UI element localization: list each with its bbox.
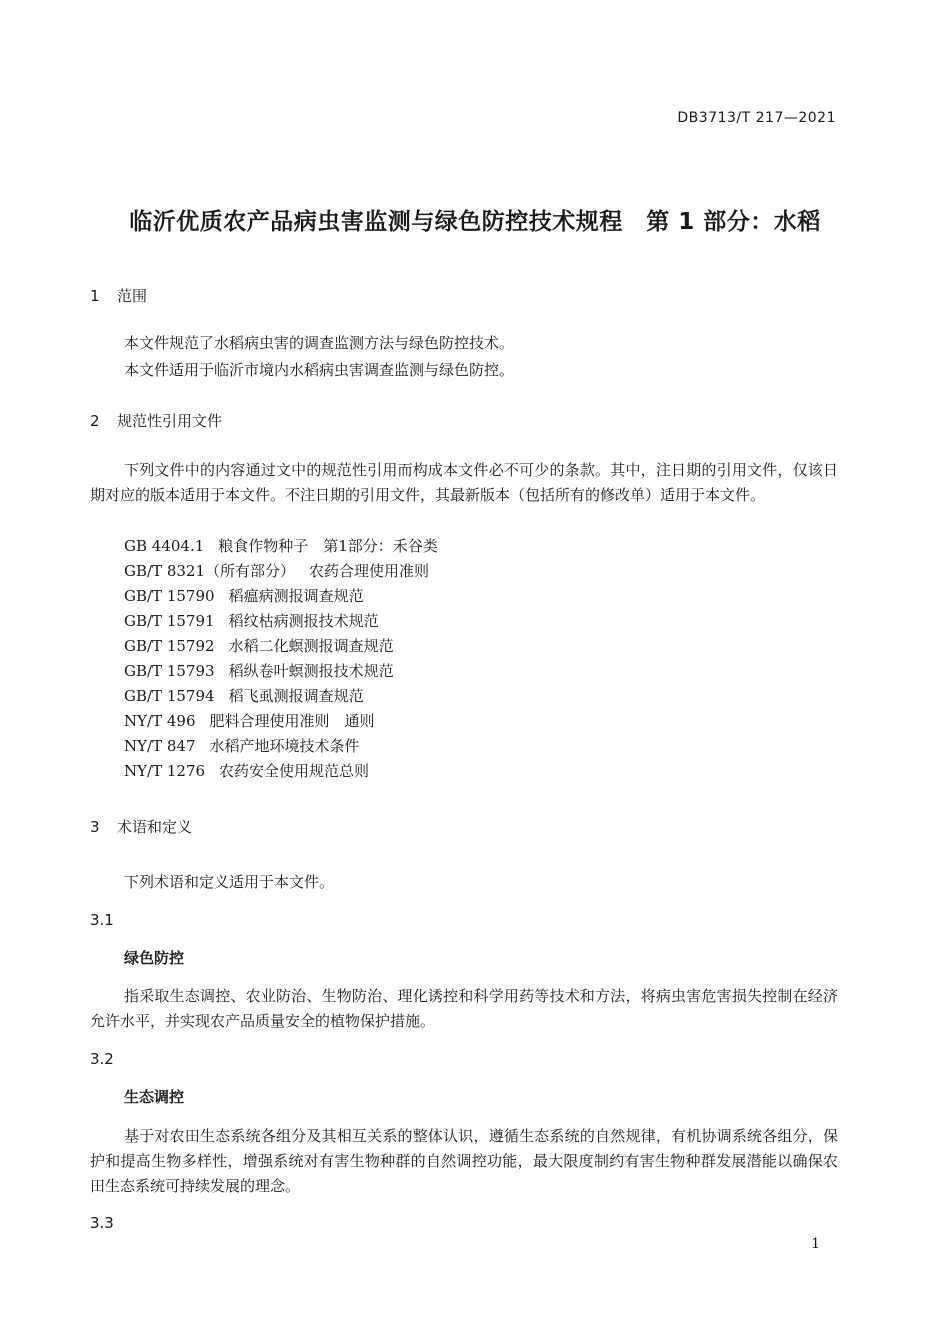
section-1-heading — [90, 285, 147, 306]
section-number: 2 — [90, 412, 100, 430]
reference-item — [124, 710, 375, 731]
reference-name: 水稻产地环境技术条件 — [209, 737, 360, 755]
paragraph: 本文件适用于临沂市境内水稻病虫害调查监测与绿色防控。 — [124, 361, 515, 379]
term-number: 3.3 — [90, 1214, 114, 1232]
reference-name: 农药合理使用准则 — [309, 562, 430, 580]
term-number: 3.1 — [90, 911, 114, 929]
reference-code: NY/T 496 — [124, 712, 196, 730]
reference-code: GB/T 15794 — [124, 687, 215, 705]
reference-item — [124, 635, 394, 656]
reference-name: 稻纵卷叶螟测报技术规范 — [228, 662, 394, 680]
reference-name: 水稻二化螟测报调查规范 — [228, 637, 394, 655]
reference-item — [124, 610, 379, 631]
reference-code: NY/T 1276 — [124, 762, 206, 780]
reference-name: 农药安全使用规范总则 — [219, 762, 370, 780]
page-number: 1 — [811, 1236, 820, 1252]
section-title: 范围 — [117, 287, 148, 305]
reference-code: GB 4404.1 — [124, 537, 205, 555]
paragraph: 下列文件中的内容通过文中的规范性引用而构成本文件必不可少的条款。其中，注日期的引用文件，仅该日期对应的版本适用于本文件。不注日期的引用文件，其最新版本（包括所有的修改单）适用于本文件。 — [90, 461, 838, 504]
section-3-heading — [90, 816, 192, 837]
term-title: 绿色防控 — [124, 949, 185, 967]
term-number: 3.2 — [90, 1050, 114, 1068]
reference-item — [124, 560, 429, 581]
reference-code: GB/T 15790 — [124, 587, 215, 605]
term-definition: 基于对农田生态系统各组分及其相互关系的整体认识，遵循生态系统的自然规律，有机协调系统各组分，保护和提高生物多样性，增强系统对有害生物种群的自然调控功能，最大限度制约有害生物种群发展潜能以确保农田生态系统可持续发展的理念。 — [90, 1127, 838, 1195]
term-definition: 指采取生态调控、农业防治、生物防治、理化诱控和科学用药等技术和方法，将病虫害危害损失控制在经济允许水平，并实现农产品质量安全的植物保护措施。 — [90, 987, 838, 1030]
reference-item — [124, 535, 438, 556]
paragraph: 本文件规范了水稻病虫害的调查监测方法与绿色防控技术。 — [124, 334, 515, 352]
reference-name: 稻纹枯病测报技术规范 — [228, 612, 379, 630]
reference-code: GB/T 15791 — [124, 612, 215, 630]
term-title: 生态调控 — [124, 1088, 185, 1106]
document-number: DB3713/T 217—2021 — [677, 110, 836, 126]
reference-name: 稻瘟病测报调查规范 — [228, 587, 364, 605]
section-title: 术语和定义 — [117, 818, 193, 836]
reference-item — [124, 585, 364, 606]
reference-item — [124, 685, 364, 706]
reference-item — [124, 660, 394, 681]
reference-item — [124, 735, 360, 756]
reference-code: NY/T 847 — [124, 737, 196, 755]
paragraph: 下列术语和定义适用于本文件。 — [124, 873, 335, 891]
section-number: 1 — [90, 287, 100, 305]
reference-code: GB/T 15792 — [124, 637, 215, 655]
reference-code: GB/T 8321（所有部分） — [124, 562, 296, 580]
document-title: 临沂优质农产品病虫害监测与绿色防控技术规程 第 1 部分：水稻 — [129, 209, 821, 235]
section-title: 规范性引用文件 — [117, 412, 223, 430]
section-2-heading — [90, 410, 222, 431]
reference-name: 肥料合理使用准则 通则 — [209, 712, 375, 730]
reference-name: 粮食作物种子 第1部分：禾谷类 — [218, 537, 438, 555]
reference-name: 稻飞虱测报调查规范 — [228, 687, 364, 705]
reference-code: GB/T 15793 — [124, 662, 215, 680]
reference-item — [124, 760, 369, 781]
section-number: 3 — [90, 818, 100, 836]
